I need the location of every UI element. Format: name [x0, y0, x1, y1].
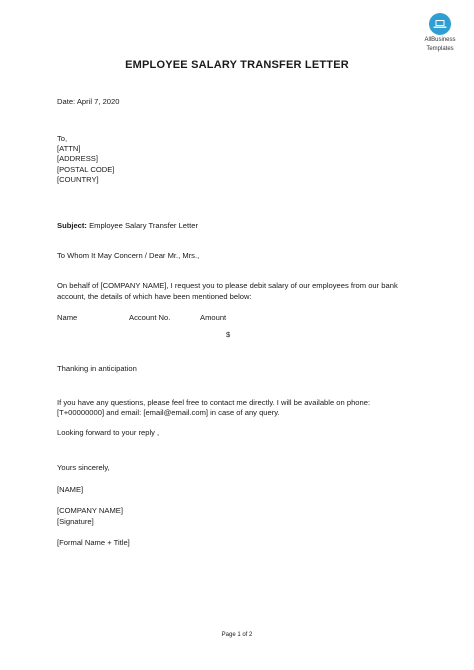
table-header-account: Account No.	[129, 313, 171, 322]
signoff: Yours sincerely,	[57, 463, 110, 472]
closing-line: Looking forward to your reply ,	[57, 428, 160, 437]
sender-formal-title: [Formal Name + Title]	[57, 538, 130, 547]
date-line: Date: April 7, 2020	[57, 97, 120, 106]
logo-text-line1: AllBusiness	[424, 37, 456, 43]
body-paragraph-1-line-1: On behalf of [COMPANY NAME], I request you to please debit salary of our employees from our bank	[57, 281, 398, 290]
laptop-icon	[429, 13, 451, 35]
table-header-amount: Amount	[200, 313, 227, 322]
salutation: To Whom It May Concern / Dear Mr., Mrs.,	[57, 251, 200, 260]
body-paragraph-2-line-2: [T+00000000] and email: [email@email.com] in case of any query.	[57, 408, 280, 417]
sender-signature: [Signature]	[57, 517, 94, 526]
address-street: [ADDRESS]	[57, 154, 98, 163]
address-country: [COUNTRY]	[57, 175, 99, 184]
subject-line	[57, 221, 198, 231]
subject-label: Subject:	[57, 221, 87, 230]
brand-logo	[416, 13, 464, 53]
letter-title: EMPLOYEE SALARY TRANSFER LETTER	[125, 59, 349, 71]
body-paragraph-2-line-1: If you have any questions, please feel free to contact me directly. I will be available on phone:	[57, 398, 371, 407]
sender-name: [NAME]	[57, 485, 84, 494]
address-postal: [POSTAL CODE]	[57, 165, 115, 174]
thanks-line: Thanking in anticipation	[57, 364, 137, 373]
subject-text: Employee Salary Transfer Letter	[89, 221, 198, 230]
address-attn: [ATTN]	[57, 144, 81, 153]
address-to: To,	[57, 134, 68, 143]
table-header-name: Name	[57, 313, 78, 322]
body-paragraph-1-line-2: account, the details of which have been mentioned below:	[57, 292, 252, 301]
page-number: Page 1 of 2	[221, 632, 253, 638]
logo-text-line2: Templates	[426, 46, 454, 52]
table-currency-symbol: $	[226, 330, 231, 339]
sender-company: [COMPANY NAME]	[57, 506, 123, 515]
